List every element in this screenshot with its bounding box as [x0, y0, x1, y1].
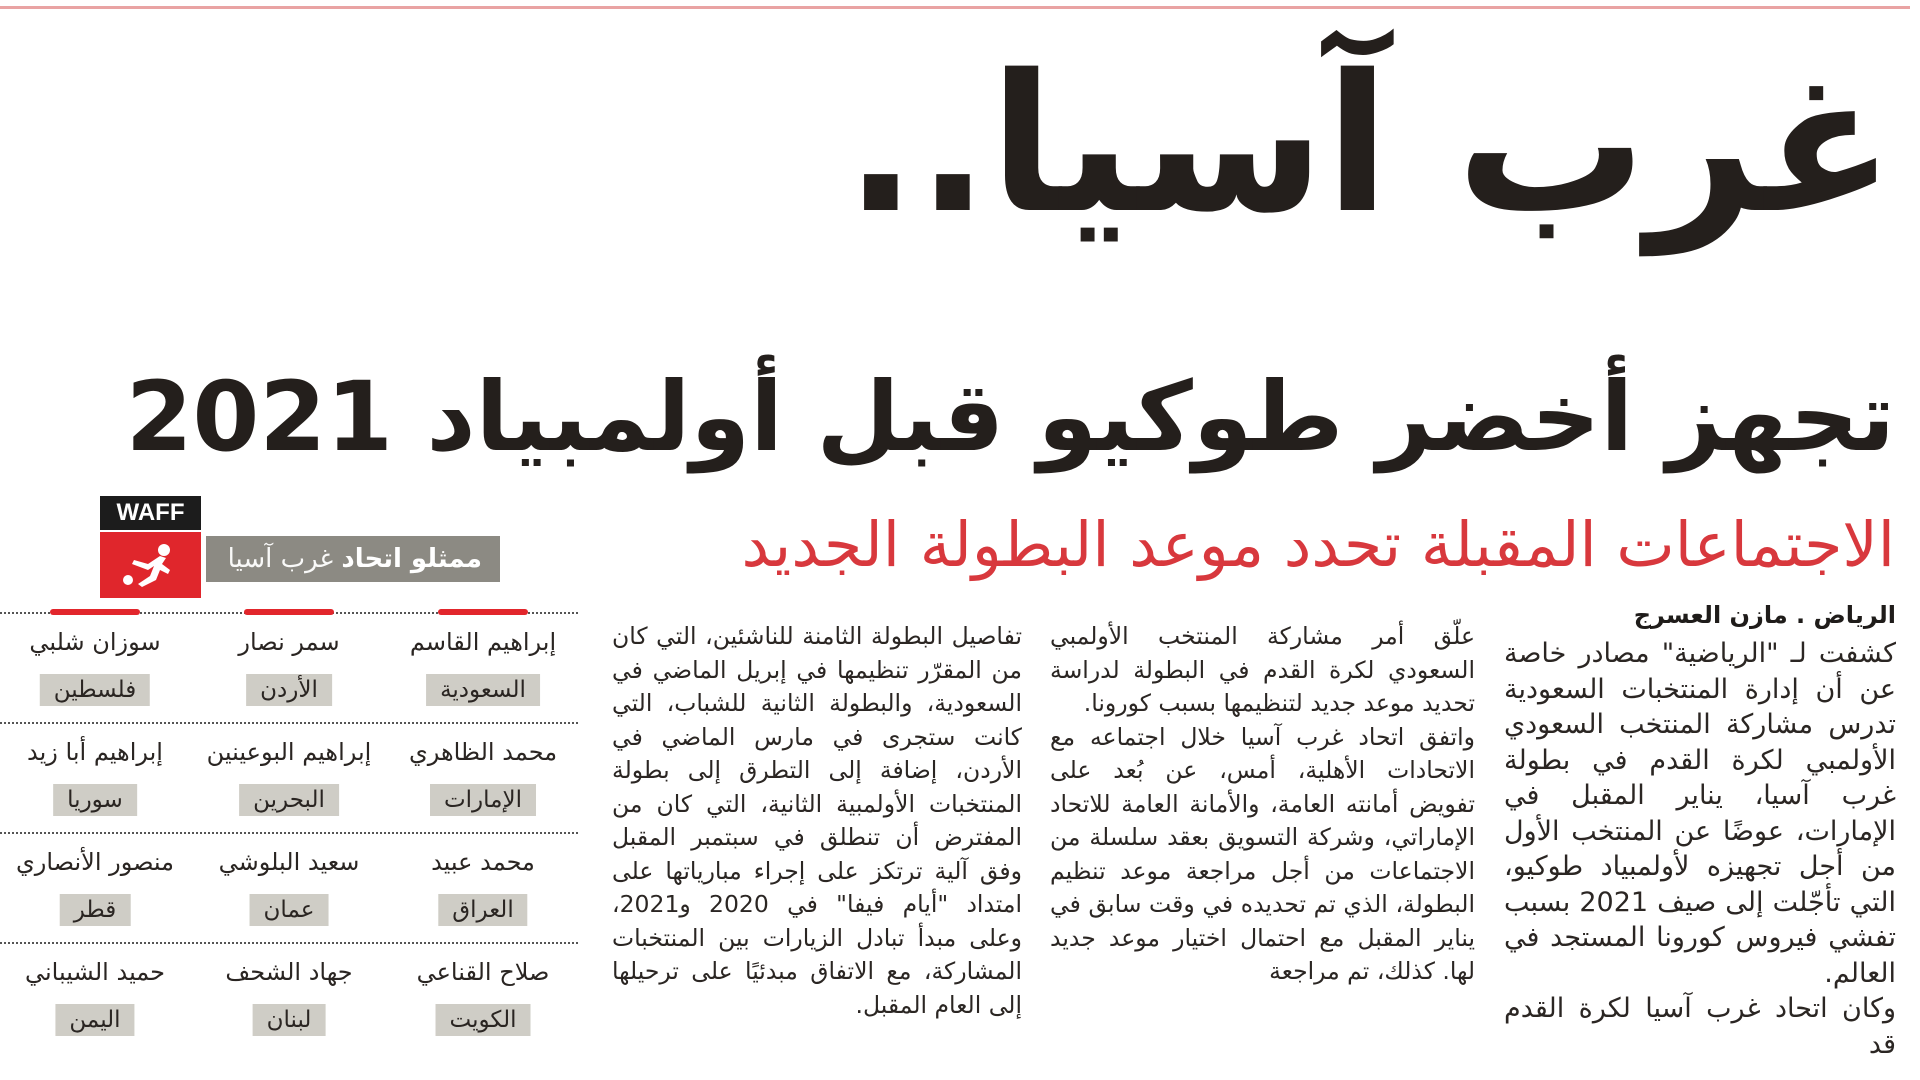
accent-bar: [50, 609, 140, 615]
byline: الرياض . مازن العسرج: [1633, 601, 1896, 629]
waff-label: [206, 536, 500, 582]
player-country: سوريا: [53, 784, 137, 816]
article-column-1: كشفت لـ "الرياضية" مصادر خاصة عن أن إدارة المنتخبات السعودية تدرس مشاركة المنتخب السعودي الأولمبي لكرة القدم في بطولة غرب آسيا، يناير المقبل في الإمارات، عوضًا عن المنتخب الأول من أجل تجهيزه لأولمبياد طوكيو، التي تأجّلت إلى صيف 2021 بسبب تفشي فيروس كورونا المستجد في العالم. وكان اتحاد غرب آسيا لكرة القدم قد: [1504, 638, 1896, 1060]
player-name: صلاح القناعي: [416, 958, 550, 986]
players-row: [0, 942, 578, 1050]
player-name: إبراهيم أبا زيد: [27, 738, 163, 766]
player-cell: [194, 942, 384, 1050]
players-row: [0, 722, 578, 830]
subheadline: تجهز أخضر طوكيو قبل أولمبياد 2021: [125, 361, 1895, 473]
player-country: الإمارات: [430, 784, 536, 816]
player-country: الكويت: [436, 1004, 531, 1036]
top-rule: [0, 6, 1910, 9]
player-name: محمد عبيد: [431, 848, 535, 876]
player-country: الأردن: [246, 674, 332, 706]
player-country: عمان: [250, 894, 329, 926]
waff-label-light: غرب آسيا: [227, 544, 334, 574]
article-column-2: علّق أمر مشاركة المنتخب الأولمبي السعودي لكرة القدم في البطولة لدراسة تحديد موعد جديد لتنظيمها بسبب كورونا. واتفق اتحاد غرب آسيا خلال اجتماعه مع الاتحادات الأهلية، أمس، عن بُعد على تفويض أمانته العامة، والأمانة العامة للاتحاد الإماراتي، وشركة التسويق بعقد سلسلة من الاجتماعات من أجل مراجعة موعد تنظيم البطولة، الذي تم تحديده في وقت سابق في يناير المقبل مع احتمال اختيار موعد جديد لها. كذلك، تم مراجعة: [1050, 622, 1475, 985]
player-name: سمر نصار: [238, 628, 340, 656]
football-player-icon: [120, 542, 182, 588]
waff-label-bold: ممثلو اتحاد: [341, 544, 482, 574]
player-name: سعيد البلوشي: [218, 848, 360, 876]
player-name: حميد الشيباني: [24, 958, 166, 986]
accent-bar: [244, 609, 334, 615]
headline: غرب آسيا..: [844, 34, 1895, 255]
player-country: العراق: [438, 894, 527, 926]
players-row: [0, 832, 578, 940]
player-cell: [0, 612, 190, 720]
player-cell: [194, 832, 384, 940]
player-cell: [0, 832, 190, 940]
player-country: قطر: [60, 894, 131, 926]
player-name: إبراهيم القاسم: [409, 628, 557, 656]
player-cell: [388, 942, 578, 1050]
player-cell: [194, 612, 384, 720]
player-name: إبراهيم البوعينين: [206, 738, 372, 766]
article-column-3: تفاصيل البطولة الثامنة للناشئين، التي كان من المقرّر تنظيمها في إبريل الماضي في السعودية، والبطولة الثانية للشباب، التي كانت ستجرى في مارس الماضي في الأردن، إضافة إلى التطرق إلى بطولة المنتخبات الأولمبية الثانية، التي كان من المفترض أن تنطلق في سبتمبر المقبل وفق آلية ترتكز على إجراء مبارياتها على امتداد "أيام فيفا" في 2020 و2021، وعلى مبدأ تبادل الزيارات بين المنتخبات المشاركة، مع الاتفاق مبدئيًا على ترحيلها إلى العام المقبل.: [612, 622, 1022, 1019]
player-name: محمد الظاهري: [408, 738, 558, 766]
player-cell: [388, 722, 578, 830]
waff-logo: [100, 532, 201, 598]
player-country: لبنان: [253, 1004, 326, 1036]
players-row: [0, 612, 578, 720]
player-country: السعودية: [426, 674, 540, 706]
player-country: فلسطين: [40, 674, 150, 706]
player-cell: [388, 612, 578, 720]
player-name: سوزان شلبي: [29, 628, 161, 656]
player-cell: [0, 942, 190, 1050]
deck: الاجتماعات المقبلة تحدد موعد البطولة الجديد: [741, 508, 1895, 581]
players-grid: [0, 612, 578, 1032]
waff-box: [100, 496, 500, 606]
player-country: البحرين: [239, 784, 339, 816]
player-cell: [0, 722, 190, 830]
accent-bar: [438, 609, 528, 615]
player-name: جهاد الشحف: [225, 958, 353, 986]
player-cell: [194, 722, 384, 830]
player-country: اليمن: [55, 1004, 134, 1036]
waff-tag: WAFF: [100, 496, 201, 530]
player-cell: [388, 832, 578, 940]
player-name: منصور الأنصاري: [15, 848, 175, 876]
